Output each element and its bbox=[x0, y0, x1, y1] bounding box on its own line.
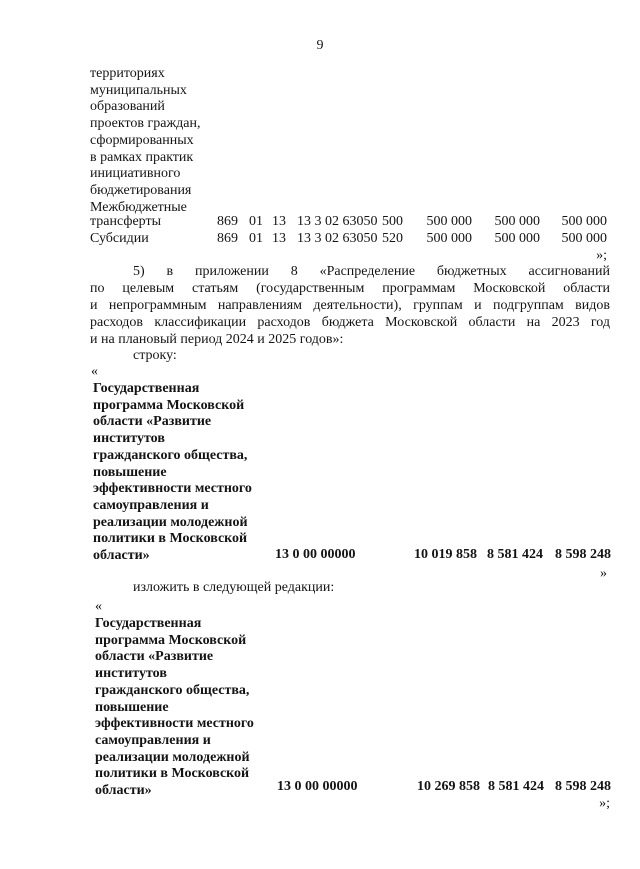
description-line: муниципальных bbox=[90, 82, 187, 98]
paragraph-line: и на плановый период 2024 и 2025 годов»: bbox=[90, 331, 344, 347]
description-line: бюджетирования bbox=[90, 182, 192, 198]
row-article: 13 3 02 63050 bbox=[297, 231, 378, 246]
open-quote: « bbox=[91, 364, 98, 379]
close-quote: » bbox=[600, 566, 607, 581]
title-line: программа Московской bbox=[93, 397, 245, 413]
new-value-2025: 8 598 248 bbox=[555, 779, 611, 794]
row-type: 500 bbox=[382, 214, 403, 229]
old-value-2025: 8 598 248 bbox=[555, 547, 611, 562]
title-line: эффективности местного bbox=[93, 481, 252, 497]
closing-quote: »; bbox=[596, 248, 607, 263]
program-code-old: 13 0 00 00000 bbox=[275, 547, 356, 562]
description-line: в рамках практик bbox=[90, 149, 194, 165]
title-line: гражданского общества, bbox=[95, 682, 250, 698]
row-name: трансферты bbox=[90, 214, 162, 229]
title-line: институтов bbox=[95, 666, 167, 682]
program-title-new bbox=[95, 616, 254, 800]
row-ministry: 869 bbox=[217, 231, 238, 246]
row-type: 520 bbox=[382, 231, 403, 246]
title-line: области «Развитие bbox=[95, 649, 214, 665]
title-line: повышение bbox=[93, 464, 167, 480]
title-line: институтов bbox=[93, 431, 165, 447]
title-line: программа Московской bbox=[95, 632, 247, 648]
description-line: инициативного bbox=[90, 166, 181, 182]
row-value-2025: 500 000 bbox=[561, 231, 607, 246]
description-line: проектов граждан, bbox=[90, 116, 201, 132]
row-article: 13 3 02 63050 bbox=[297, 214, 378, 229]
description-line: сформированных bbox=[90, 132, 194, 148]
label-stroku: строку: bbox=[133, 348, 177, 363]
open-quote: « bbox=[95, 599, 102, 614]
title-line: реализации молодежной bbox=[93, 514, 248, 530]
description-line: образований bbox=[90, 99, 165, 115]
title-line: области «Развитие bbox=[93, 414, 212, 430]
paragraph-line: и непрограммным направлениям деятельности), группам и подгруппам видов bbox=[90, 297, 610, 313]
title-line: самоуправления и bbox=[95, 732, 211, 748]
title-line: реализации молодежной bbox=[95, 749, 250, 765]
row-ministry: 869 bbox=[217, 214, 238, 229]
row-value-2024: 500 000 bbox=[494, 214, 540, 229]
title-line: повышение bbox=[95, 699, 169, 715]
row-name: Субсидии bbox=[90, 231, 149, 246]
row-subsection: 13 bbox=[272, 231, 286, 246]
row-value-2024: 500 000 bbox=[494, 231, 540, 246]
title-line: Государственная bbox=[93, 381, 200, 396]
title-line: области» bbox=[95, 783, 152, 799]
row-section: 01 bbox=[249, 214, 263, 229]
row-value-2023: 500 000 bbox=[426, 214, 472, 229]
title-line: эффективности местного bbox=[95, 716, 254, 732]
row-value-2023: 500 000 bbox=[426, 231, 472, 246]
paragraph-line: расходов классификации расходов бюджета Московской области на 2023 год bbox=[90, 314, 610, 330]
page-number: 9 bbox=[316, 38, 324, 53]
title-line: политики в Московской bbox=[95, 766, 250, 782]
new-value-2023: 10 269 858 bbox=[417, 779, 480, 794]
label-new-edition: изложить в следующей редакции: bbox=[133, 580, 335, 595]
program-title-old bbox=[93, 381, 252, 565]
description-line: территориях bbox=[90, 66, 165, 81]
title-line: политики в Московской bbox=[93, 531, 248, 547]
title-line: самоуправления и bbox=[93, 497, 209, 513]
old-value-2023: 10 019 858 bbox=[414, 547, 477, 562]
paragraph-line: по целевым статьям (государственным программам Московской области bbox=[90, 280, 610, 296]
old-value-2024: 8 581 424 bbox=[487, 547, 543, 562]
title-line: области» bbox=[93, 548, 150, 564]
close-quote: »; bbox=[599, 796, 610, 811]
row-value-2025: 500 000 bbox=[561, 214, 607, 229]
table1-description bbox=[90, 66, 201, 216]
row-section: 01 bbox=[249, 231, 263, 246]
paragraph-line: 5) в приложении 8 «Распределение бюджетных ассигнований bbox=[133, 264, 610, 279]
row-subsection: 13 bbox=[272, 214, 286, 229]
description-line: Межбюджетные bbox=[90, 199, 187, 215]
paragraph bbox=[90, 264, 610, 349]
program-code-new: 13 0 00 00000 bbox=[277, 779, 358, 794]
title-line: гражданского общества, bbox=[93, 447, 248, 463]
title-line: Государственная bbox=[95, 616, 202, 631]
new-value-2024: 8 581 424 bbox=[488, 779, 544, 794]
